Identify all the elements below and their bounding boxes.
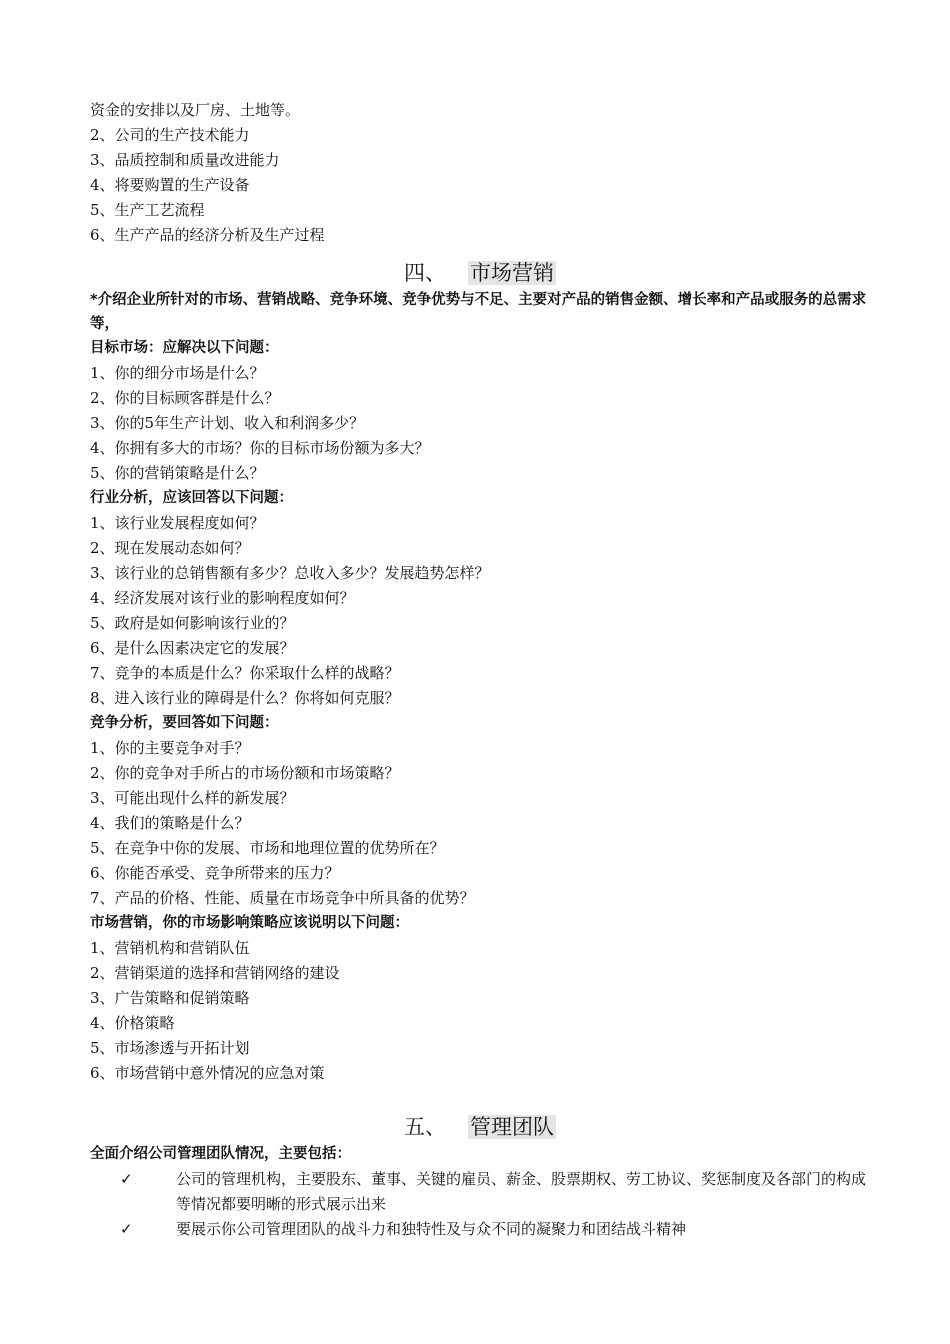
list-item: 8、进入该行业的障碍是什么？你将如何克服？ — [90, 689, 400, 707]
section-heading-5 — [90, 1112, 870, 1142]
list-item: 5、市场渗透与开拓计划 — [90, 1039, 250, 1057]
list-item: 5、你的营销策略是什么？ — [90, 464, 265, 482]
list-item: 7、竞争的本质是什么？你采取什么样的战略？ — [90, 664, 400, 682]
checklist-item — [90, 1167, 870, 1217]
checkmark-icon: ✓ — [120, 1220, 133, 1238]
list-item: 1、营销机构和营销队伍 — [90, 939, 250, 957]
list-item: 3、广告策略和促销策略 — [90, 989, 250, 1007]
section-lead: *介绍企业所针对的市场、营销战略、竞争环境、竞争优势与不足、主要对产品的销售金额、增长率和产品或服务的总需求等， — [90, 292, 867, 332]
intro-list — [90, 98, 870, 248]
list-item: 1、你的细分市场是什么？ — [90, 364, 265, 382]
list-item: 6、你能否承受、竞争所带来的压力？ — [90, 864, 340, 882]
group-marketing — [90, 911, 870, 1086]
checkmark-icon: ✓ — [120, 1170, 133, 1188]
list-item: 1、该行业发展程度如何？ — [90, 514, 265, 532]
section-title: 市场营销 — [470, 261, 554, 285]
list-item: 7、产品的价格、性能、质量在市场竞争中所具备的优势？ — [90, 889, 475, 907]
checklist-text: 要展示你公司管理团队的战斗力和独特性及与众不同的凝聚力和团结战斗精神 — [176, 1220, 687, 1238]
list-item: 5、生产工艺流程 — [90, 201, 205, 219]
list-item: 资金的安排以及厂房、土地等。 — [90, 101, 301, 119]
group-competition-analysis — [90, 711, 870, 911]
list-item: 3、品质控制和质量改进能力 — [90, 151, 280, 169]
section-lead: 全面介绍公司管理团队情况，主要包括： — [90, 1146, 351, 1162]
group-heading: 行业分析，应该回答以下问题： — [90, 490, 293, 506]
list-item: 1、你的主要竞争对手？ — [90, 739, 250, 757]
list-item: 2、现在发展动态如何？ — [90, 539, 250, 557]
checklist-item — [90, 1217, 870, 1242]
section-heading-4 — [90, 258, 870, 288]
list-item: 6、生产产品的经济分析及生产过程 — [90, 226, 325, 244]
group-industry-analysis — [90, 486, 870, 711]
document-page — [90, 98, 870, 1242]
list-item: 4、经济发展对该行业的影响程度如何？ — [90, 589, 355, 607]
group-heading: 竞争分析，要回答如下问题： — [90, 715, 279, 731]
list-item: 4、价格策略 — [90, 1014, 175, 1032]
list-item: 2、公司的生产技术能力 — [90, 126, 250, 144]
list-item: 3、该行业的总销售额有多少？总收入多少？发展趋势怎样？ — [90, 564, 490, 582]
list-item: 6、是什么因素决定它的发展？ — [90, 639, 295, 657]
list-item: 3、你的5年生产计划、收入和利润多少？ — [90, 414, 365, 432]
list-item: 2、营销渠道的选择和营销网络的建设 — [90, 964, 340, 982]
list-item: 4、我们的策略是什么？ — [90, 814, 250, 832]
list-item: 5、政府是如何影响该行业的？ — [90, 614, 295, 632]
list-item: 3、可能出现什么样的新发展？ — [90, 789, 295, 807]
list-item: 4、将要购置的生产设备 — [90, 176, 250, 194]
section-number: 五、 — [404, 1115, 446, 1139]
group-heading: 市场营销，你的市场影响策略应该说明以下问题： — [90, 915, 409, 931]
list-item: 5、在竞争中你的发展、市场和地理位置的优势所在？ — [90, 839, 445, 857]
list-item: 6、市场营销中意外情况的应急对策 — [90, 1064, 325, 1082]
section-number: 四、 — [404, 261, 446, 285]
checklist-text: 公司的管理机构，主要股东、董事、关键的雇员、薪金、股票期权、劳工协议、奖惩制度及各部门的构成等情况都要明晰的形式展示出来 — [176, 1170, 867, 1213]
group-target-market — [90, 336, 870, 486]
list-item: 4、你拥有多大的市场？你的目标市场份额为多大？ — [90, 439, 430, 457]
list-item: 2、你的竞争对手所占的市场份额和市场策略？ — [90, 764, 400, 782]
list-item: 2、你的目标顾客群是什么？ — [90, 389, 280, 407]
group-heading: 目标市场：应解决以下问题： — [90, 340, 279, 356]
section-title: 管理团队 — [470, 1115, 554, 1139]
